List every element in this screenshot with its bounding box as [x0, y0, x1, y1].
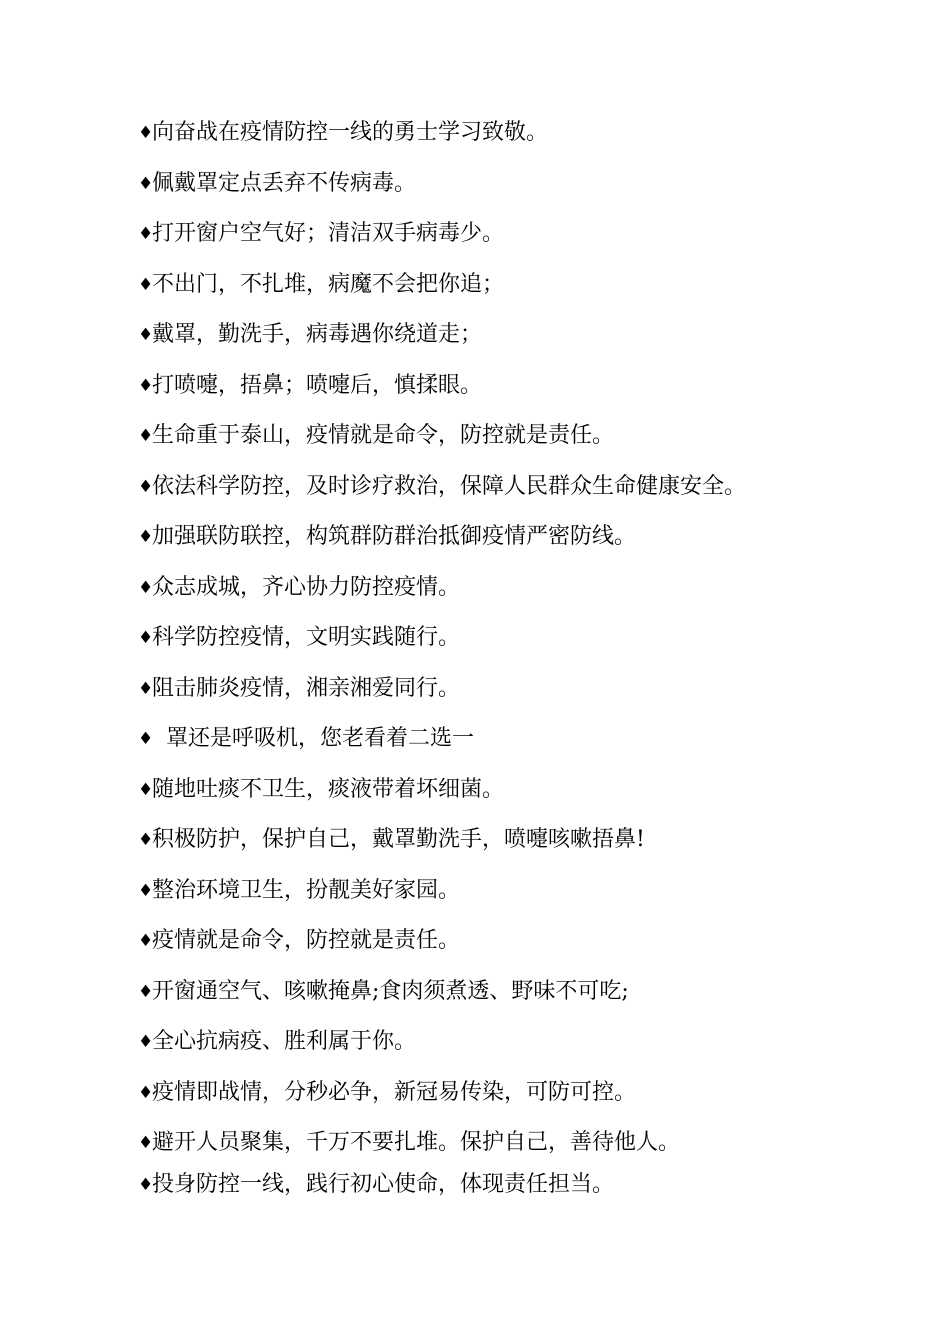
list-item	[138, 977, 918, 1028]
slogan-text: 依法科学防控，及时诊疗救治，保障人民群众生命健康安全。	[152, 473, 747, 499]
diamond-bullet-icon: ♦	[138, 527, 154, 547]
diamond-bullet-icon: ♦	[138, 779, 154, 800]
list-item	[138, 876, 918, 927]
diamond-bullet-icon: ♦	[138, 931, 154, 951]
slogan-text: 随地吐痰不卫生，痰液带着坏细菌。	[152, 776, 505, 802]
list-item	[138, 674, 918, 725]
list-item	[138, 118, 918, 169]
list-item	[138, 825, 918, 876]
diamond-bullet-icon: ♦	[138, 577, 154, 598]
list-item	[138, 926, 918, 977]
diamond-bullet-icon: ♦	[138, 1032, 154, 1052]
slogan-text: 疫情即战情，分秒必争，新冠易传染，可防可控。	[152, 1079, 637, 1105]
list-item	[138, 320, 918, 371]
diamond-bullet-icon: ♦	[138, 476, 154, 497]
slogan-text: 开窗通空气、咳嗽掩鼻;食肉须煮透、野味不可吃;	[152, 978, 629, 1004]
list-item	[138, 270, 918, 321]
slogan-text: 阻击肺炎疫情，湘亲湘爱同行。	[152, 675, 461, 701]
slogan-text: 全心抗病疫、胜利属于你。	[152, 1029, 417, 1054]
diamond-bullet-icon: ♦	[138, 1082, 154, 1103]
diamond-bullet-icon: ♦	[138, 729, 154, 749]
slogan-text: 打开窗户空气好；清洁双手病毒少。	[152, 221, 505, 246]
diamond-bullet-icon: ♦	[138, 224, 154, 244]
slogan-text: 不出门，不扎堆，病魔不会把你追；	[152, 271, 505, 297]
diamond-bullet-icon: ♦	[138, 173, 154, 194]
slogan-text: 罩还是呼吸机，您老看着二选一	[166, 726, 475, 751]
list-item	[138, 1027, 918, 1078]
diamond-bullet-icon: ♦	[138, 678, 154, 699]
list-item	[138, 724, 918, 775]
list-item	[138, 371, 918, 422]
diamond-bullet-icon: ♦	[138, 375, 154, 396]
slogan-text: 生命重于泰山，疫情就是命令，防控就是责任。	[152, 423, 615, 448]
diamond-bullet-icon: ♦	[138, 628, 154, 648]
list-item	[138, 219, 918, 270]
slogan-text: 整治环境卫生，扮靓美好家园。	[152, 877, 461, 903]
list-item	[138, 421, 918, 472]
diamond-bullet-icon: ♦	[138, 1133, 154, 1153]
diamond-bullet-icon: ♦	[138, 325, 154, 345]
slogan-text: 避开人员聚集，千万不要扎堆。保护自己，善待他人。	[152, 1130, 681, 1155]
diamond-bullet-icon: ♦	[138, 1175, 154, 1195]
slogan-text: 打喷嚏，捂鼻；喷嚏后，慎揉眼。	[152, 372, 483, 398]
diamond-bullet-icon: ♦	[138, 123, 154, 143]
diamond-bullet-icon: ♦	[138, 981, 154, 1002]
diamond-bullet-icon: ♦	[138, 830, 154, 850]
diamond-bullet-icon: ♦	[138, 426, 154, 446]
list-item	[138, 1128, 918, 1170]
slogan-text: 投身防控一线，践行初心使命，体现责任担当。	[152, 1172, 615, 1197]
diamond-bullet-icon: ♦	[138, 274, 154, 295]
slogan-text: 科学防控疫情，文明实践随行。	[152, 625, 461, 650]
slogan-text: 佩戴罩定点丢弃不传病毒。	[152, 170, 417, 196]
slogan-text: 戴罩，勤洗手，病毒遇你绕道走；	[152, 322, 483, 347]
list-item	[138, 623, 918, 674]
list-item	[138, 1170, 918, 1221]
list-item	[138, 169, 918, 220]
diamond-bullet-icon: ♦	[138, 880, 154, 901]
list-item	[138, 775, 918, 826]
slogan-text: 积极防护，保护自己，戴罩勤洗手，喷嚏咳嗽捂鼻!	[152, 827, 645, 852]
slogan-list	[138, 118, 918, 1221]
slogan-text: 加强联防联控，构筑群防群治抵御疫情严密防线。	[152, 524, 637, 549]
list-item	[138, 573, 918, 624]
slogan-text: 众志成城，齐心协力防控疫情。	[152, 574, 461, 600]
list-item	[138, 472, 918, 523]
list-item	[138, 1078, 918, 1129]
slogan-text: 向奋战在疫情防控一线的勇士学习致敬。	[152, 120, 549, 145]
slogan-text: 疫情就是命令，防控就是责任。	[152, 928, 461, 953]
list-item	[138, 522, 918, 573]
